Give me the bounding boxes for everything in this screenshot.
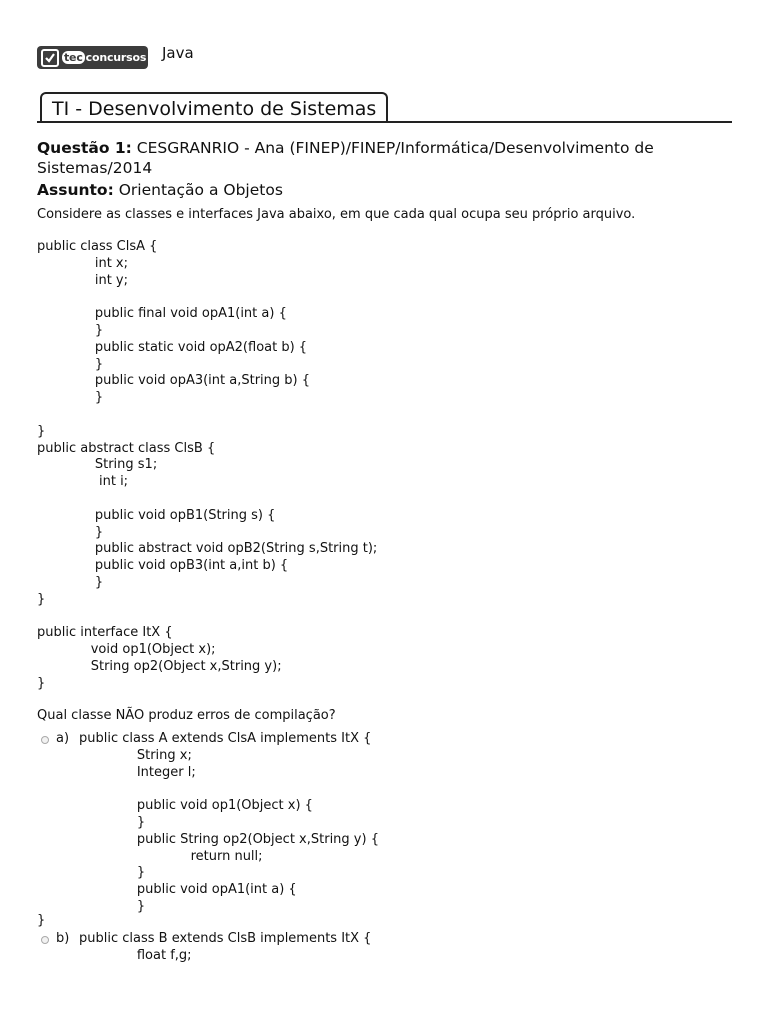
question-label: Questão 1: bbox=[37, 139, 132, 157]
option-b-radio[interactable] bbox=[41, 936, 49, 944]
code-listing: public class ClsA { int x; int y; public final void opA1(int a) { } public static void opA2(float b) { } public void opA3(int a,String b) { } } public abstract class ClsB { String s1; int i; public void opB1(String s) { } public abstract void opB2(String s,String t); public void opB3(int a,int b) { } } public interface ItX { void op1(Object x); String op2(Object x,String y); } bbox=[37, 239, 378, 691]
subject-value: Orientação a Objetos bbox=[118, 181, 283, 199]
option-b-code: public class B extends ClsB implements ItX { float f,g; bbox=[79, 931, 372, 963]
section-title: TI - Desenvolvimento de Sistemas bbox=[40, 92, 388, 122]
logo-tec-mark: tec bbox=[64, 51, 83, 64]
logo-wordmark: tec concursos bbox=[64, 51, 147, 64]
option-a-code: public class A extends ClsA implements ItX { String x; Integer l; public void op1(Object x) { } public String op2(Object x,String y) { return null; } public void opA1(int a) { } bbox=[79, 731, 379, 914]
question-subject bbox=[37, 180, 283, 200]
section-divider bbox=[37, 121, 732, 123]
question-prompt: Qual classe NÃO produz erros de compilação? bbox=[37, 708, 336, 723]
question-intro: Considere as classes e interfaces Java abaixo, em que cada qual ocupa seu próprio arquivo. bbox=[37, 207, 636, 222]
tecconcursos-logo bbox=[37, 46, 148, 69]
question-source: CESGRANRIO - Ana (FINEP)/FINEP/Informática/Desenvolvimento de Sistemas/2014 bbox=[37, 139, 654, 177]
option-a-radio[interactable] bbox=[41, 736, 49, 744]
option-a-letter: a) bbox=[56, 731, 70, 746]
question-header bbox=[37, 138, 727, 178]
subject-label: Assunto: bbox=[37, 181, 114, 199]
option-a-closing-brace: } bbox=[37, 913, 46, 928]
option-b-letter: b) bbox=[56, 931, 70, 946]
subject-tag: Java bbox=[162, 44, 194, 62]
checkmark-icon bbox=[41, 49, 59, 67]
